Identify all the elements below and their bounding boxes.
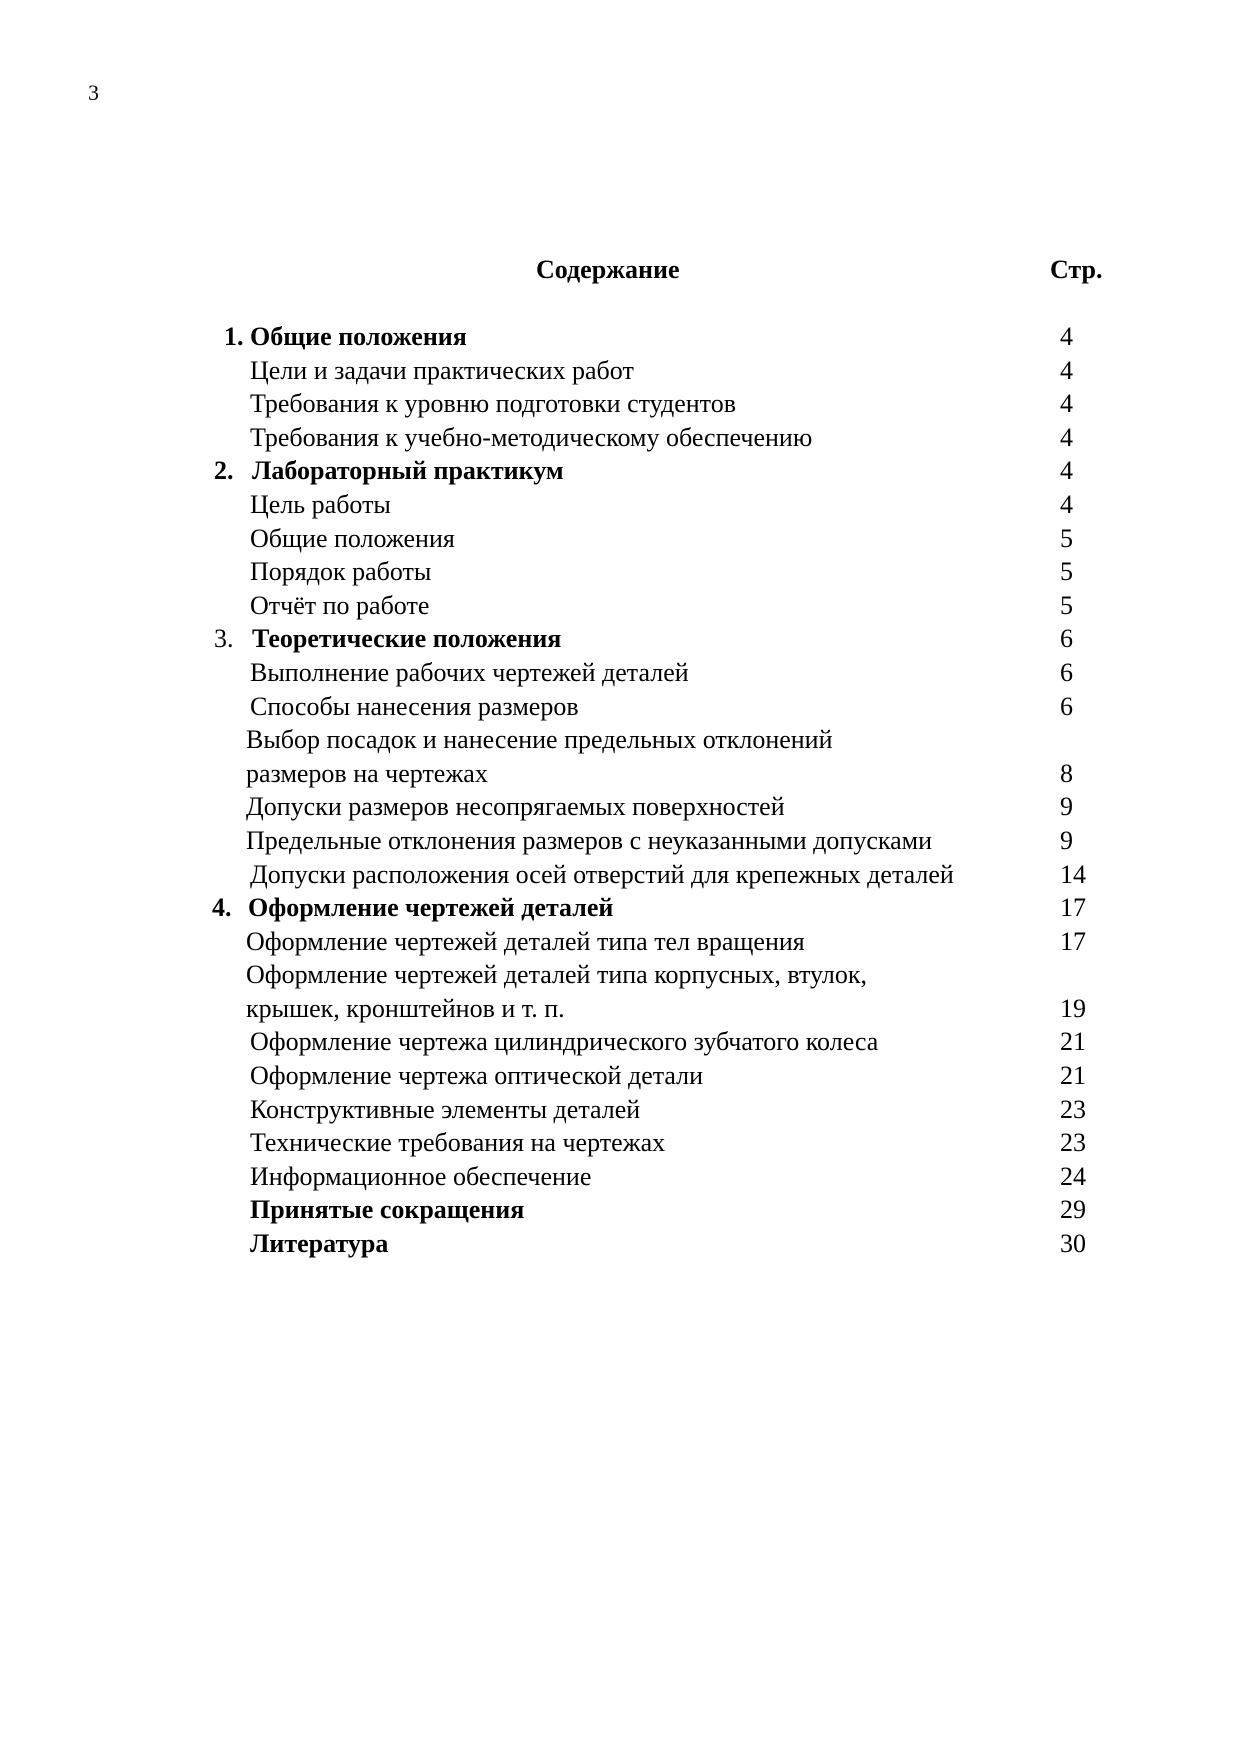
- toc-entry-page: 24: [1060, 1161, 1086, 1191]
- toc-entry[interactable]: [0, 522, 1241, 556]
- toc-entry[interactable]: [0, 387, 1241, 421]
- toc-entry-title: Допуски размеров несопрягаемых поверхностей: [246, 792, 785, 822]
- toc-entry-title: Цели и задачи практических работ: [250, 355, 634, 385]
- toc-entry-title: Порядок работы: [250, 557, 432, 587]
- toc-entry[interactable]: [0, 723, 1241, 757]
- toc-entry[interactable]: [0, 320, 1241, 354]
- page-number: 3: [88, 80, 99, 105]
- toc-entry[interactable]: [0, 824, 1241, 858]
- toc-entry[interactable]: [0, 1160, 1241, 1194]
- toc-entry[interactable]: [0, 656, 1241, 690]
- toc-entry-title: Оформление чертежей деталей: [248, 893, 614, 923]
- toc-list: [0, 320, 1241, 1261]
- toc-entry-page: 17: [1060, 893, 1086, 923]
- toc-entry-page: 6: [1060, 657, 1073, 687]
- toc-entry-page: 5: [1060, 523, 1073, 553]
- toc-entry[interactable]: [0, 421, 1241, 455]
- toc-entry-page: 19: [1060, 993, 1086, 1023]
- toc-entry[interactable]: [0, 891, 1241, 925]
- toc-entry[interactable]: [0, 992, 1241, 1026]
- toc-entry-page: 23: [1060, 1128, 1086, 1158]
- toc-entry-title: Оформление чертежей деталей типа корпусных, втулок,: [246, 960, 867, 990]
- toc-entry-title: Теоретические положения: [252, 624, 562, 654]
- toc-entry-page: 21: [1060, 1027, 1086, 1057]
- toc-entry-page: 14: [1060, 859, 1086, 889]
- toc-entry[interactable]: [0, 1227, 1241, 1261]
- toc-entry-number: 4.: [212, 893, 232, 923]
- toc-entry-title: Технические требования на чертежах: [250, 1128, 666, 1158]
- toc-entry-page: 23: [1060, 1094, 1086, 1124]
- toc-entry-title: Способы нанесения размеров: [250, 691, 579, 721]
- toc-entry-title: Принятые сокращения: [250, 1195, 525, 1225]
- toc-entry-title: Предельные отклонения размеров с неуказанными допусками: [246, 825, 933, 855]
- toc-entry[interactable]: [0, 622, 1241, 656]
- toc-entry-number: 3.: [214, 624, 234, 654]
- toc-entry-title: Оформление чертежей деталей типа тел вращения: [246, 926, 805, 956]
- toc-page-column-label: Стр.: [1050, 255, 1103, 284]
- toc-entry-page: 5: [1060, 557, 1073, 587]
- toc-entry-title: Требования к уровню подготовки студентов: [250, 389, 736, 419]
- toc-entry[interactable]: [0, 757, 1241, 791]
- toc-entry-title: Общие положения: [250, 322, 467, 351]
- toc-entry-title: Цель работы: [250, 489, 391, 519]
- toc-entry-title: Выбор посадок и нанесение предельных отклонений: [246, 725, 833, 755]
- toc-entry-title: Оформление чертежа цилиндрического зубчатого колеса: [250, 1027, 879, 1057]
- toc-entry-page: 9: [1060, 825, 1073, 855]
- toc-entry-page: 5: [1060, 590, 1073, 620]
- toc-entry-title: Лабораторный практикум: [252, 456, 564, 486]
- toc-entry-page: 6: [1060, 691, 1073, 721]
- toc-heading: Содержание: [536, 255, 680, 284]
- toc-entry[interactable]: [0, 555, 1241, 589]
- toc-entry-title: Конструктивные элементы деталей: [250, 1094, 641, 1124]
- toc-entry-page: 4: [1060, 456, 1073, 486]
- toc-entry-number: 1.: [224, 322, 244, 351]
- toc-entry-title: Оформление чертежа оптической детали: [250, 1061, 704, 1091]
- toc-entry-title: Информационное обеспечение: [250, 1161, 592, 1191]
- toc-entry-page: 21: [1060, 1061, 1086, 1091]
- toc-entry-title: Литература: [250, 1229, 389, 1259]
- toc-entry-page: 8: [1060, 758, 1073, 788]
- toc-entry-page: 9: [1060, 792, 1073, 822]
- toc-entry[interactable]: [0, 925, 1241, 959]
- toc-entry-title: крышек, кронштейнов и т. п.: [246, 993, 565, 1023]
- toc-entry[interactable]: [0, 858, 1241, 892]
- toc-entry[interactable]: [0, 690, 1241, 724]
- toc-entry[interactable]: [0, 1059, 1241, 1093]
- toc-entry-title: Общие положения: [250, 523, 455, 553]
- toc-entry[interactable]: [0, 1093, 1241, 1127]
- toc-entry-page: 6: [1060, 624, 1073, 654]
- toc-entry-page: 17: [1060, 926, 1086, 956]
- toc-entry[interactable]: [0, 790, 1241, 824]
- toc-entry-page: 30: [1060, 1229, 1086, 1259]
- toc-entry[interactable]: [0, 354, 1241, 388]
- toc-entry[interactable]: [0, 454, 1241, 488]
- toc-entry-number: 2.: [214, 456, 234, 486]
- toc-entry[interactable]: [0, 589, 1241, 623]
- toc-entry-page: 4: [1060, 355, 1073, 385]
- toc-entry-title: размеров на чертежах: [246, 758, 488, 788]
- toc-entry[interactable]: [0, 1193, 1241, 1227]
- toc-entry-page: 4: [1060, 322, 1073, 351]
- toc-entry-title: Выполнение рабочих чертежей деталей: [250, 657, 689, 687]
- toc-entry-title: Требования к учебно-методическому обеспечению: [250, 422, 813, 452]
- toc-entry[interactable]: [0, 1126, 1241, 1160]
- toc-entry[interactable]: [0, 1025, 1241, 1059]
- toc-entry[interactable]: [0, 958, 1241, 992]
- toc-entry-page: 4: [1060, 489, 1073, 519]
- toc-entry-page: 29: [1060, 1195, 1086, 1225]
- toc-entry[interactable]: [0, 488, 1241, 522]
- toc-entry-title: Допуски расположения осей отверстий для крепежных деталей: [250, 859, 954, 889]
- toc-entry-title: Отчёт по работе: [250, 590, 430, 620]
- toc-entry-page: 4: [1060, 389, 1073, 419]
- toc-entry-page: 4: [1060, 422, 1073, 452]
